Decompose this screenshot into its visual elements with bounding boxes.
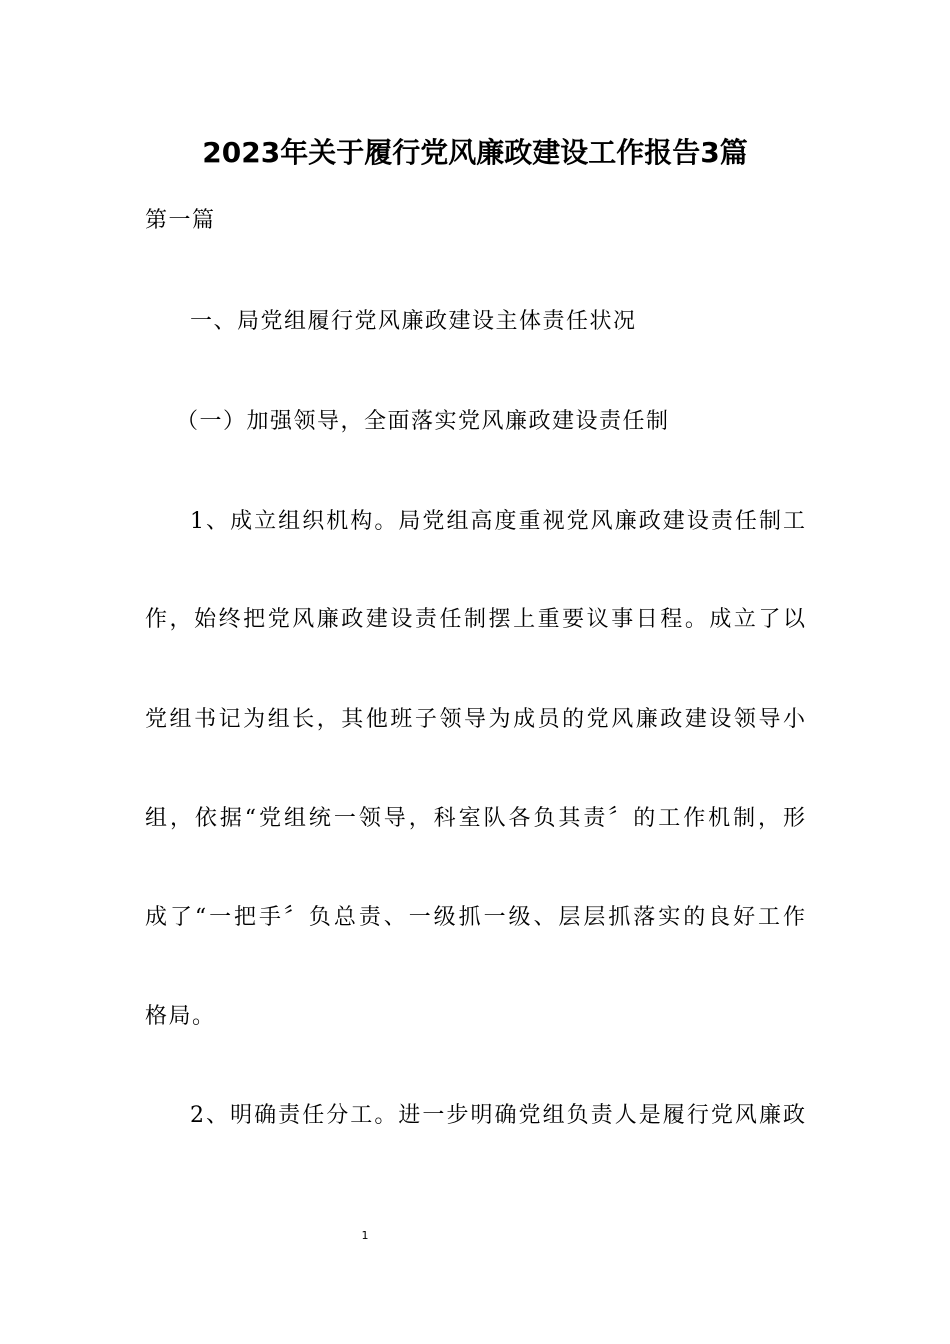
section-heading-part: 第一篇 <box>145 208 216 233</box>
section-heading: 一、局党组履行党风廉政建设主体责任状况 <box>190 309 637 334</box>
paragraph-line: 成了“一把手〞负总责、一级抓一级、层层抓落实的良好工作 <box>145 905 805 930</box>
paragraph-line: 作，始终把党风廉政建设责任制摆上重要议事日程。成立了以 <box>145 607 805 632</box>
paragraph-line: 格局。 <box>145 1004 216 1029</box>
paragraph-line: 1、成立组织机构。局党组高度重视党风廉政建设责任制工 <box>190 509 805 534</box>
paragraph-line: 党组书记为组长，其他班子领导为成员的党风廉政建设领导小 <box>145 707 805 732</box>
paragraph-line: 组，依据“党组统一领导，科室队各负其责〞的工作机制，形 <box>145 806 805 831</box>
subsection-heading: （一）加强领导，全面落实党风廉政建设责任制 <box>176 409 670 434</box>
document-title: 2023年关于履行党风廉政建设工作报告3篇 <box>202 136 748 169</box>
paragraph-line: 2、明确责任分工。进一步明确党组负责人是履行党风廉政 <box>190 1103 805 1128</box>
page-number: 1 <box>361 1229 369 1242</box>
